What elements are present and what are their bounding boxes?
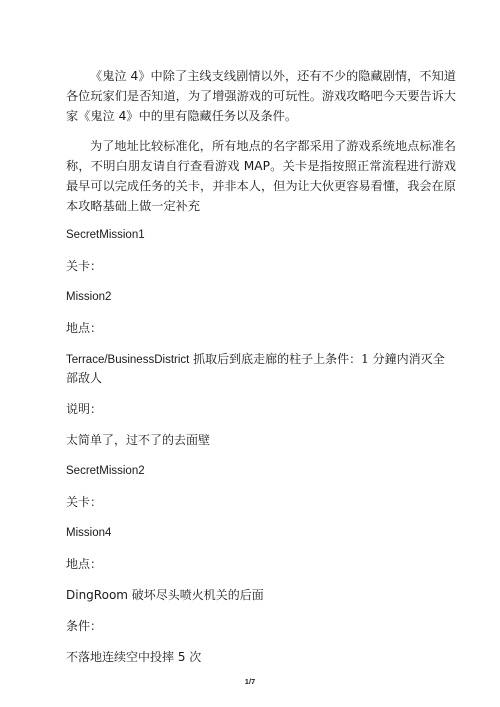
- mission-title-2: SecretMission2: [66, 465, 145, 477]
- mission-title-1: SecretMission1: [66, 229, 145, 241]
- document-body: [66, 66, 456, 679]
- location-name-1: Terrace/BusinessDistrict: [66, 354, 190, 366]
- naming-note-paragraph: 为了地址比较标准化，所有地点的名字都采用了游戏系统地点标准名称，不明白朋友请自行查看游戏 MAP。关卡是指按照正常流程进行游戏最早可以完成任务的关卡，并非本人，但为让大伙更容易看懂，我会在原本攻略基础上做一定补充: [66, 139, 456, 213]
- location-label-1: 地点：: [66, 321, 103, 335]
- location-label-2: 地点：: [66, 557, 103, 571]
- location-condition-1: [66, 350, 456, 387]
- note-label-1: 说明：: [66, 402, 103, 416]
- condition-text-2: 不落地连续空中投摔 5 次: [66, 650, 202, 664]
- location-text-2: DingRoom 破坏尽头喷火机关的后面: [66, 588, 264, 602]
- level-label-1: 关卡：: [66, 259, 103, 273]
- page-number: 1/7: [244, 677, 256, 686]
- level-value-2: Mission4: [66, 527, 112, 539]
- level-value-1: Mission2: [66, 291, 112, 303]
- level-label-2: 关卡：: [66, 495, 103, 509]
- note-text-1: 太简单了，过不了的去面壁: [66, 433, 211, 447]
- condition-label-2: 条件：: [66, 619, 103, 633]
- intro-paragraph: 《鬼泣 4》中除了主线支线剧情以外，还有不少的隐藏剧情，不知道各位玩家们是否知道，为了增强游戏的可玩性。游戏攻略吧今天要告诉大家《鬼泣 4》中的里有隐藏任务以及条件。: [66, 69, 456, 123]
- location-detail-1: 抓取后到底走廊的柱子上条件：1 分鐘内消灭全部敌人: [66, 352, 445, 385]
